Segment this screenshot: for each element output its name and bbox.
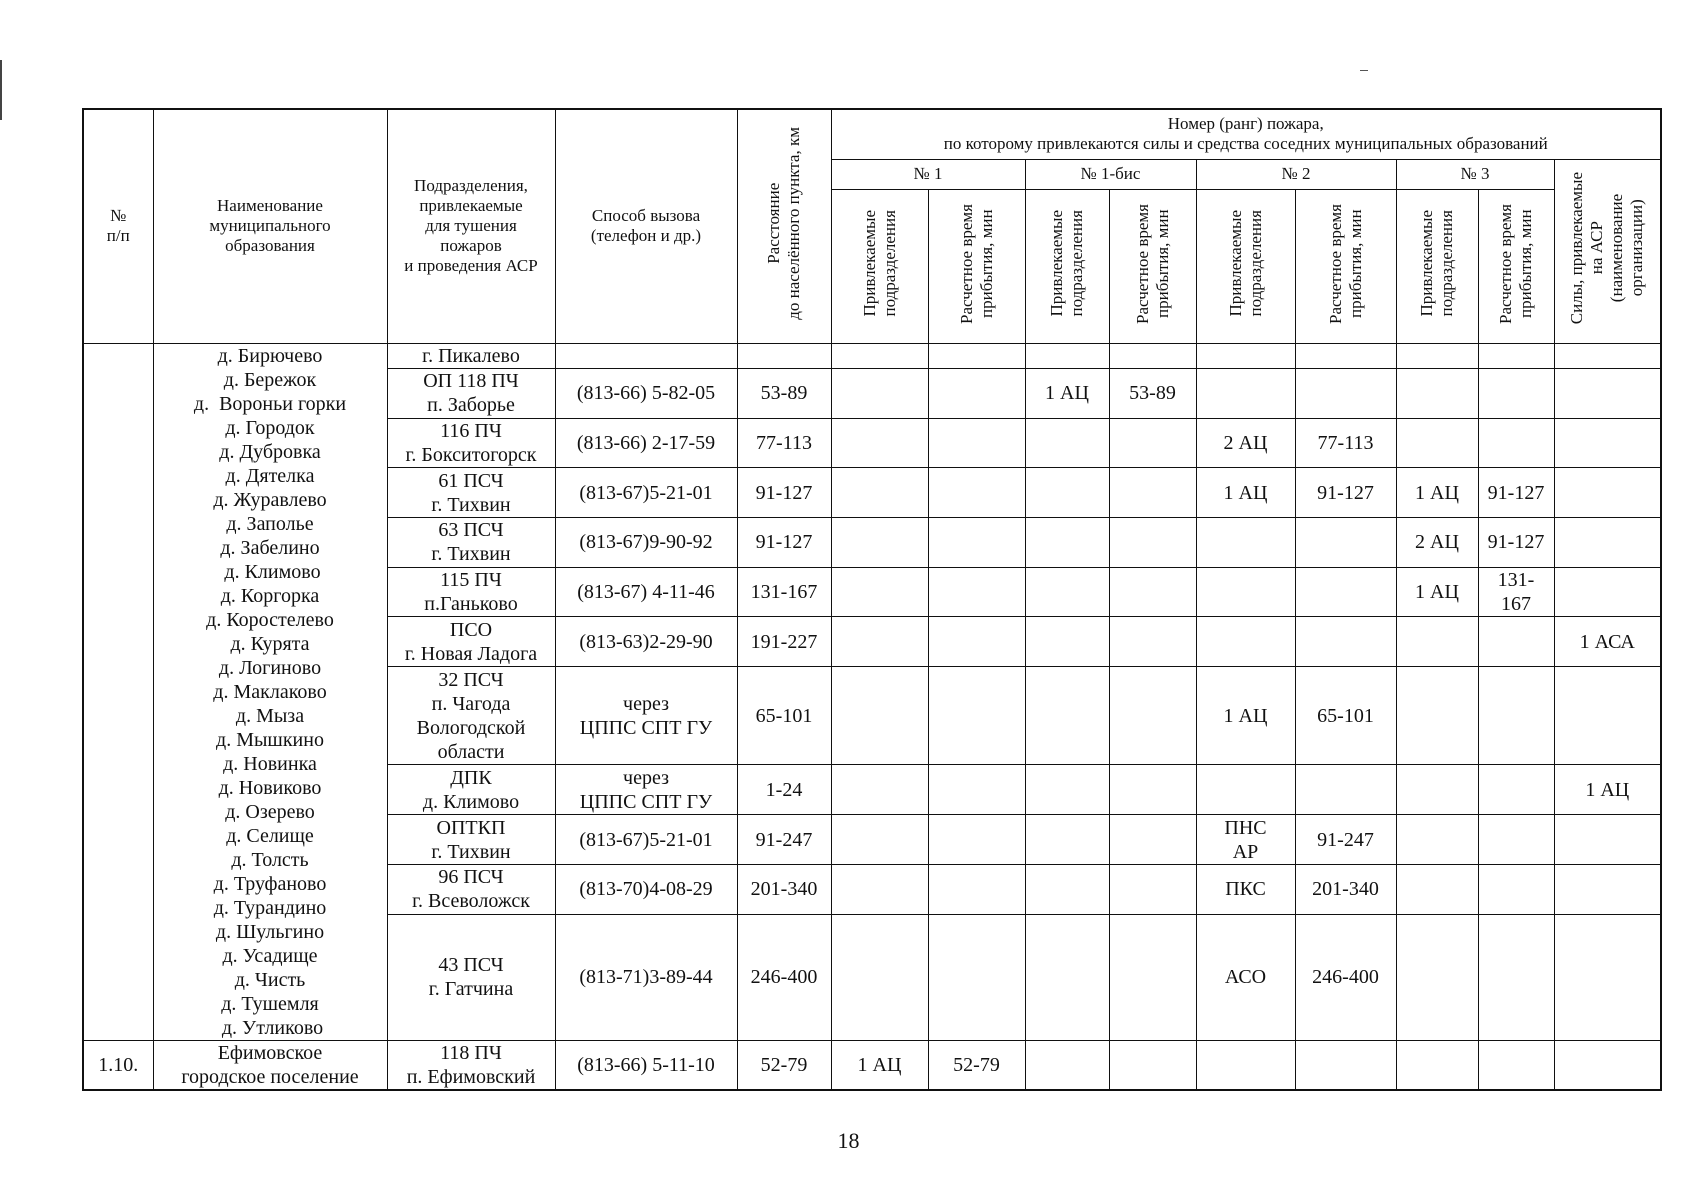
cell-dist: 65-101 xyxy=(737,667,831,765)
cell-asr xyxy=(1554,567,1661,617)
cell-unit: ОП 118 ПЧ п. Заборье xyxy=(387,368,555,418)
cell-r1u xyxy=(831,914,928,1040)
settlement-name: д. Озерево xyxy=(225,800,315,823)
cell-r1t xyxy=(928,343,1025,368)
settlement-name: д. Городок xyxy=(225,416,315,439)
cell-r3u xyxy=(1396,765,1478,815)
cell-phone: через ЦППС СПТ ГУ xyxy=(555,765,737,815)
header-rank-group: Номер (ранг) пожара, по которому привлекаются силы и средства соседних муниципальных образований xyxy=(831,109,1661,159)
cell-r3u xyxy=(1396,418,1478,468)
cell-r3u xyxy=(1396,864,1478,914)
cell-unit: 96 ПСЧ г. Всеволожск xyxy=(387,864,555,914)
cell-r3t xyxy=(1478,418,1554,468)
header-r1bis-time-cell xyxy=(1109,189,1196,343)
cell-r1u xyxy=(831,667,928,765)
cell-phone: (813-67)5-21-01 xyxy=(555,815,737,865)
cell-asr xyxy=(1554,368,1661,418)
header-asr-cell xyxy=(1554,159,1661,343)
cell-r1bu xyxy=(1025,765,1109,815)
cell-r1u xyxy=(831,368,928,418)
cell-phone: (813-67) 4-11-46 xyxy=(555,567,737,617)
cell-r2u: 1 АЦ xyxy=(1196,468,1295,518)
settlement-name: д. Коргорка xyxy=(220,584,320,607)
table-row xyxy=(83,343,1661,368)
cell-dist: 1-24 xyxy=(737,765,831,815)
cell-r1bt xyxy=(1109,667,1196,765)
cell-r2t xyxy=(1295,368,1396,418)
final-cell-empty xyxy=(1196,1040,1295,1090)
cell-asr xyxy=(1554,468,1661,518)
cell-dist: 77-113 xyxy=(737,418,831,468)
settlement-name: д. Дятелка xyxy=(225,464,315,487)
table-header xyxy=(83,109,1661,343)
settlement-name: д. Журавлево xyxy=(213,488,327,511)
cell-r2u: АСО xyxy=(1196,914,1295,1040)
final-cell-dist: 52-79 xyxy=(737,1040,831,1090)
cell-r3t xyxy=(1478,864,1554,914)
cell-r1bu xyxy=(1025,914,1109,1040)
settlement-name: д. Толсть xyxy=(231,848,309,871)
cell-asr: 1 АЦ xyxy=(1554,765,1661,815)
final-cell-r1u: 1 АЦ xyxy=(831,1040,928,1090)
cell-unit: ПСО г. Новая Ладога xyxy=(387,617,555,667)
cell-r2u: ПНС АР xyxy=(1196,815,1295,865)
cell-r1bt xyxy=(1109,343,1196,368)
cell-r1u xyxy=(831,517,928,567)
cell-dist xyxy=(737,343,831,368)
cell-phone: через ЦППС СПТ ГУ xyxy=(555,667,737,765)
settlement-name: д. Новинка xyxy=(223,752,317,775)
table-body xyxy=(83,343,1661,1090)
header-r1-time: Расчетное время прибытия, мин xyxy=(956,203,996,324)
header-r3-units-cell xyxy=(1396,189,1478,343)
cell-unit: 63 ПСЧ г. Тихвин xyxy=(387,517,555,567)
cell-r1t xyxy=(928,468,1025,518)
header-r2-units: Привлекаемые подразделения xyxy=(1225,210,1265,317)
cell-r3t xyxy=(1478,667,1554,765)
cell-asr xyxy=(1554,864,1661,914)
cell-dist: 91-247 xyxy=(737,815,831,865)
cell-r3t xyxy=(1478,815,1554,865)
cell-phone xyxy=(555,343,737,368)
header-r3-time: Расчетное время прибытия, мин xyxy=(1496,203,1535,324)
header-asr-forces: Силы, привлекаемые на АСР (наименование организации) xyxy=(1567,172,1647,325)
fire-forces-table xyxy=(82,108,1662,1091)
final-cell-empty xyxy=(1025,1040,1109,1090)
cell-r3u xyxy=(1396,667,1478,765)
header-rank-1bis: № 1-бис xyxy=(1025,159,1196,189)
cell-dist: 131-167 xyxy=(737,567,831,617)
settlement-name: д. Логиново xyxy=(218,656,322,679)
cell-r1bu xyxy=(1025,815,1109,865)
header-r3-units: Привлекаемые подразделения xyxy=(1417,210,1456,317)
final-cell-r1t: 52-79 xyxy=(928,1040,1025,1090)
row-number-cell xyxy=(83,343,153,1040)
cell-r3u xyxy=(1396,815,1478,865)
cell-r2u xyxy=(1196,567,1295,617)
cell-r1u xyxy=(831,815,928,865)
header-r1-units: Привлекаемые подразделения xyxy=(859,210,899,317)
cell-unit: 43 ПСЧ г. Гатчина xyxy=(387,914,555,1040)
header-call-method: Способ вызова (телефон и др.) xyxy=(555,109,737,343)
final-cell-empty xyxy=(1109,1040,1196,1090)
cell-r1bu xyxy=(1025,343,1109,368)
cell-dist: 53-89 xyxy=(737,368,831,418)
header-r1bis-time: Расчетное время прибытия, мин xyxy=(1132,203,1172,324)
cell-r1t xyxy=(928,517,1025,567)
settlement-name: д. Бирючево xyxy=(217,344,323,367)
cell-r1u xyxy=(831,567,928,617)
cell-r2u xyxy=(1196,343,1295,368)
settlement-name: д. Вороньи горки xyxy=(193,392,347,415)
final-cell-phone: (813-66) 5-11-10 xyxy=(555,1040,737,1090)
table-row-final xyxy=(83,1040,1661,1090)
cell-r1bu xyxy=(1025,517,1109,567)
cell-phone: (813-66) 2-17-59 xyxy=(555,418,737,468)
cell-r1bt xyxy=(1109,418,1196,468)
cell-r2t xyxy=(1295,517,1396,567)
header-rank-2: № 2 xyxy=(1196,159,1396,189)
cell-r2t xyxy=(1295,617,1396,667)
scan-edge-mark xyxy=(0,60,2,120)
cell-r1bu xyxy=(1025,567,1109,617)
cell-r1bu xyxy=(1025,468,1109,518)
header-number: № п/п xyxy=(83,109,153,343)
cell-r2t: 246-400 xyxy=(1295,914,1396,1040)
final-cell-name: Ефимовское городское поселение xyxy=(153,1040,387,1090)
cell-r2u: 1 АЦ xyxy=(1196,667,1295,765)
settlement-name: д. Климово xyxy=(219,560,321,583)
settlement-name: д. Селище xyxy=(226,824,314,847)
cell-r1bu: 1 АЦ xyxy=(1025,368,1109,418)
cell-r2u xyxy=(1196,617,1295,667)
page-number: 18 xyxy=(837,1128,860,1153)
cell-r3u xyxy=(1396,368,1478,418)
cell-phone: (813-71)3-89-44 xyxy=(555,914,737,1040)
cell-asr xyxy=(1554,517,1661,567)
cell-asr: 1 АСА xyxy=(1554,617,1661,667)
cell-r1bt: 53-89 xyxy=(1109,368,1196,418)
cell-phone: (813-67)5-21-01 xyxy=(555,468,737,518)
settlement-name: д. Мышкино xyxy=(216,728,324,751)
cell-r2t: 201-340 xyxy=(1295,864,1396,914)
settlement-name: д. Дубровка xyxy=(219,440,321,463)
cell-unit: 61 ПСЧ г. Тихвин xyxy=(387,468,555,518)
cell-r3u xyxy=(1396,914,1478,1040)
cell-r1bt xyxy=(1109,815,1196,865)
cell-r1t xyxy=(928,368,1025,418)
cell-r2u xyxy=(1196,368,1295,418)
cell-r1t xyxy=(928,815,1025,865)
cell-r1t xyxy=(928,667,1025,765)
cell-r3t: 91-127 xyxy=(1478,517,1554,567)
final-cell-empty xyxy=(1396,1040,1478,1090)
cell-unit: ОПТКП г. Тихвин xyxy=(387,815,555,865)
cell-r1u xyxy=(831,343,928,368)
cell-dist: 201-340 xyxy=(737,864,831,914)
cell-r3u: 2 АЦ xyxy=(1396,517,1478,567)
cell-dist: 246-400 xyxy=(737,914,831,1040)
final-cell-num: 1.10. xyxy=(83,1040,153,1090)
settlement-name: д. Маклаково xyxy=(213,680,327,703)
cell-dist: 91-127 xyxy=(737,517,831,567)
cell-r3u: 1 АЦ xyxy=(1396,468,1478,518)
cell-r3t xyxy=(1478,368,1554,418)
cell-r2u xyxy=(1196,517,1295,567)
cell-phone: (813-66) 5-82-05 xyxy=(555,368,737,418)
cell-r1bt xyxy=(1109,864,1196,914)
final-cell-empty xyxy=(1554,1040,1661,1090)
header-r2-time: Расчетное время прибытия, мин xyxy=(1325,203,1365,324)
cell-unit: 32 ПСЧ п. Чагода Вологодской области xyxy=(387,667,555,765)
cell-phone: (813-67)9-90-92 xyxy=(555,517,737,567)
settlement-name: д. Шульгино xyxy=(215,920,325,943)
cell-asr xyxy=(1554,667,1661,765)
cell-r2u: 2 АЦ xyxy=(1196,418,1295,468)
cell-asr xyxy=(1554,914,1661,1040)
cell-r2u: ПКС xyxy=(1196,864,1295,914)
header-municipality: Наименование муниципального образования xyxy=(153,109,387,343)
cell-r1bu xyxy=(1025,617,1109,667)
cell-r3u xyxy=(1396,617,1478,667)
settlement-name: д. Турандино xyxy=(213,896,327,919)
cell-r1u xyxy=(831,468,928,518)
settlement-name: д. Тушемля xyxy=(221,992,319,1015)
cell-r1bu xyxy=(1025,864,1109,914)
cell-r2t: 65-101 xyxy=(1295,667,1396,765)
header-r2-time-cell xyxy=(1295,189,1396,343)
final-cell-empty xyxy=(1295,1040,1396,1090)
cell-r2t xyxy=(1295,567,1396,617)
cell-r3t xyxy=(1478,765,1554,815)
cell-asr xyxy=(1554,815,1661,865)
header-r1bis-units-cell xyxy=(1025,189,1109,343)
cell-r1u xyxy=(831,617,928,667)
cell-r1t xyxy=(928,914,1025,1040)
cell-r1t xyxy=(928,567,1025,617)
cell-r3t xyxy=(1478,617,1554,667)
cell-r1bt xyxy=(1109,517,1196,567)
cell-asr xyxy=(1554,343,1661,368)
cell-r1u xyxy=(831,864,928,914)
cell-r1t xyxy=(928,864,1025,914)
header-r3-time-cell xyxy=(1478,189,1554,343)
cell-r1bt xyxy=(1109,567,1196,617)
settlement-name: д. Бережок xyxy=(223,368,317,391)
header-rank-3: № 3 xyxy=(1396,159,1554,189)
settlement-name: д. Труфаново xyxy=(213,872,327,895)
settlement-name: д. Чисть xyxy=(234,968,306,991)
cell-r3t: 131- 167 xyxy=(1478,567,1554,617)
cell-r1t xyxy=(928,765,1025,815)
header-rank-1: № 1 xyxy=(831,159,1025,189)
cell-r2t: 77-113 xyxy=(1295,418,1396,468)
settlement-name: д. Утликово xyxy=(216,1016,324,1039)
cell-r1bt xyxy=(1109,617,1196,667)
cell-r1bt xyxy=(1109,765,1196,815)
cell-phone: (813-63)2-29-90 xyxy=(555,617,737,667)
cell-r1t xyxy=(928,617,1025,667)
settlement-name: д. Новиково xyxy=(218,776,322,799)
settlement-name: д. Забелино xyxy=(220,536,320,559)
cell-dist: 191-227 xyxy=(737,617,831,667)
cell-r1u xyxy=(831,765,928,815)
cell-unit: 115 ПЧ п.Ганьково xyxy=(387,567,555,617)
cell-r3u xyxy=(1396,343,1478,368)
cell-r1u xyxy=(831,418,928,468)
final-cell-unit: 118 ПЧ п. Ефимовский xyxy=(387,1040,555,1090)
cell-r1bt xyxy=(1109,914,1196,1040)
header-r1bis-units: Привлекаемые подразделения xyxy=(1047,210,1086,317)
cell-r1t xyxy=(928,418,1025,468)
header-distance-cell xyxy=(737,109,831,343)
cell-r2t xyxy=(1295,765,1396,815)
cell-r2t: 91-127 xyxy=(1295,468,1396,518)
header-r1-time-cell xyxy=(928,189,1025,343)
cell-unit: ДПК д. Климово xyxy=(387,765,555,815)
cell-r3t xyxy=(1478,343,1554,368)
cell-r3t xyxy=(1478,914,1554,1040)
cell-unit: 116 ПЧ г. Бокситогорск xyxy=(387,418,555,468)
header-r2-units-cell xyxy=(1196,189,1295,343)
header-r1-units-cell xyxy=(831,189,928,343)
cell-r1bu xyxy=(1025,418,1109,468)
settlement-list xyxy=(153,343,387,1040)
cell-r1bu xyxy=(1025,667,1109,765)
header-units: Подразделения, привлекаемые для тушения пожаров и проведения АСР xyxy=(387,109,555,343)
cell-dist: 91-127 xyxy=(737,468,831,518)
cell-phone: (813-70)4-08-29 xyxy=(555,864,737,914)
header-distance: Расстояние до населённого пункта, км xyxy=(764,127,803,321)
cell-r3u: 1 АЦ xyxy=(1396,567,1478,617)
cell-asr xyxy=(1554,418,1661,468)
cell-r3t: 91-127 xyxy=(1478,468,1554,518)
cell-r1bt xyxy=(1109,468,1196,518)
settlement-name: д. Коростелево xyxy=(206,608,334,631)
scan-dash-mark xyxy=(1360,70,1368,71)
settlement-name: д. Мыза xyxy=(235,704,305,727)
final-cell-empty xyxy=(1478,1040,1554,1090)
cell-r2t: 91-247 xyxy=(1295,815,1396,865)
cell-r2u xyxy=(1196,765,1295,815)
cell-unit: г. Пикалево xyxy=(387,343,555,368)
cell-r2t xyxy=(1295,343,1396,368)
settlement-name: д. Заполье xyxy=(226,512,314,535)
settlement-name: д. Усадище xyxy=(222,944,318,967)
settlement-name: д. Курята xyxy=(230,632,310,655)
